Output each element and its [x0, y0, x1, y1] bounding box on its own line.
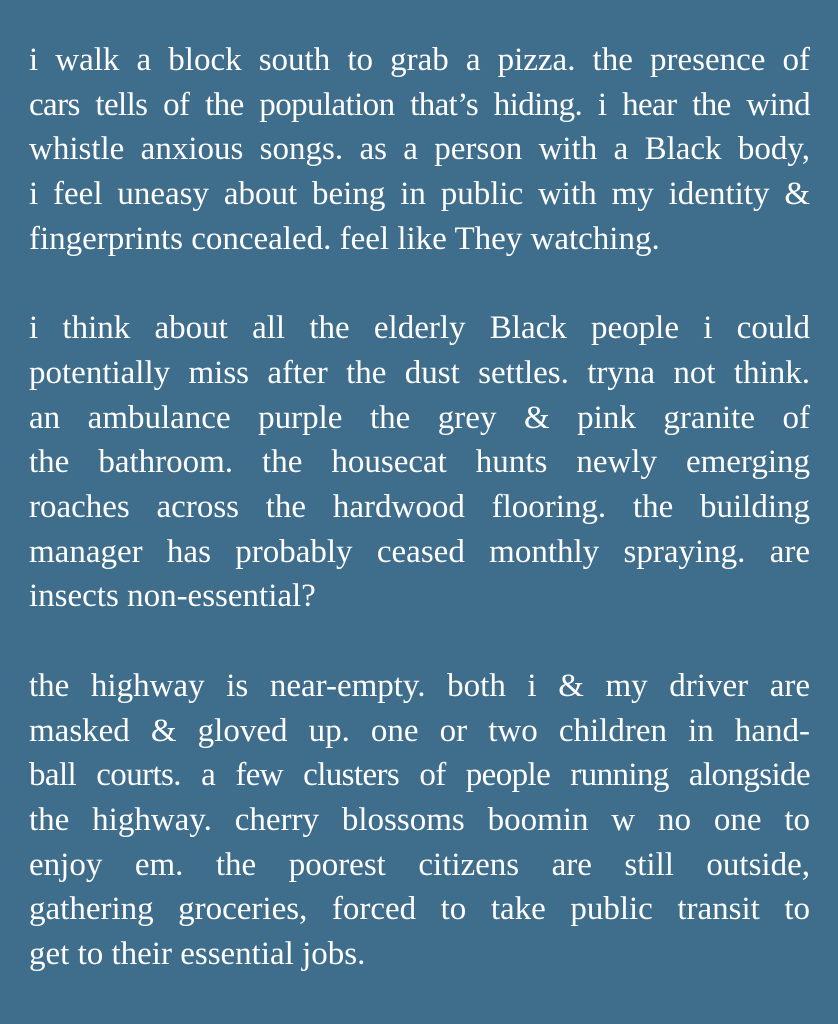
text-line: potentially miss after the dust settles. tryna not think.	[29, 354, 810, 391]
paragraph-2	[29, 306, 810, 619]
text-line: ball courts. a few clusters of people running alongside	[29, 757, 810, 794]
text-line: get to their essential jobs.	[29, 936, 366, 973]
text-line: enjoy em. the poorest citizens are still outside,	[29, 846, 810, 883]
text-line: roaches across the hardwood flooring. the building	[29, 489, 810, 526]
text-line: the highway is near-empty. both i & my driver are	[29, 667, 810, 704]
text-line: cars tells of the population that’s hiding. i hear the wind	[29, 86, 810, 123]
text-line: insects non-essential?	[29, 578, 316, 615]
text-line: i feel uneasy about being in public with my identity &	[29, 176, 810, 213]
text-line: i walk a block south to grab a pizza. the presence of	[29, 42, 810, 78]
text-line: the highway. cherry blossoms boomin w no one to	[29, 801, 810, 838]
paragraph-3	[29, 664, 810, 977]
text-line: i think about all the elderly Black people i could	[29, 310, 810, 347]
text-line: the bathroom. the housecat hunts newly emerging	[29, 444, 810, 481]
text-line: manager has probably ceased monthly spraying. are	[29, 533, 810, 570]
text-line: gathering groceries, forced to take public transit to	[29, 891, 810, 928]
text-line: whistle anxious songs. as a person with a Black body,	[29, 131, 810, 168]
text-line: masked & gloved up. one or two children in hand-	[29, 712, 810, 749]
text-line: fingerprints concealed. feel like They watching.	[29, 220, 660, 257]
paragraph-1	[29, 38, 810, 262]
text-line: an ambulance purple the grey & pink granite of	[29, 399, 810, 436]
